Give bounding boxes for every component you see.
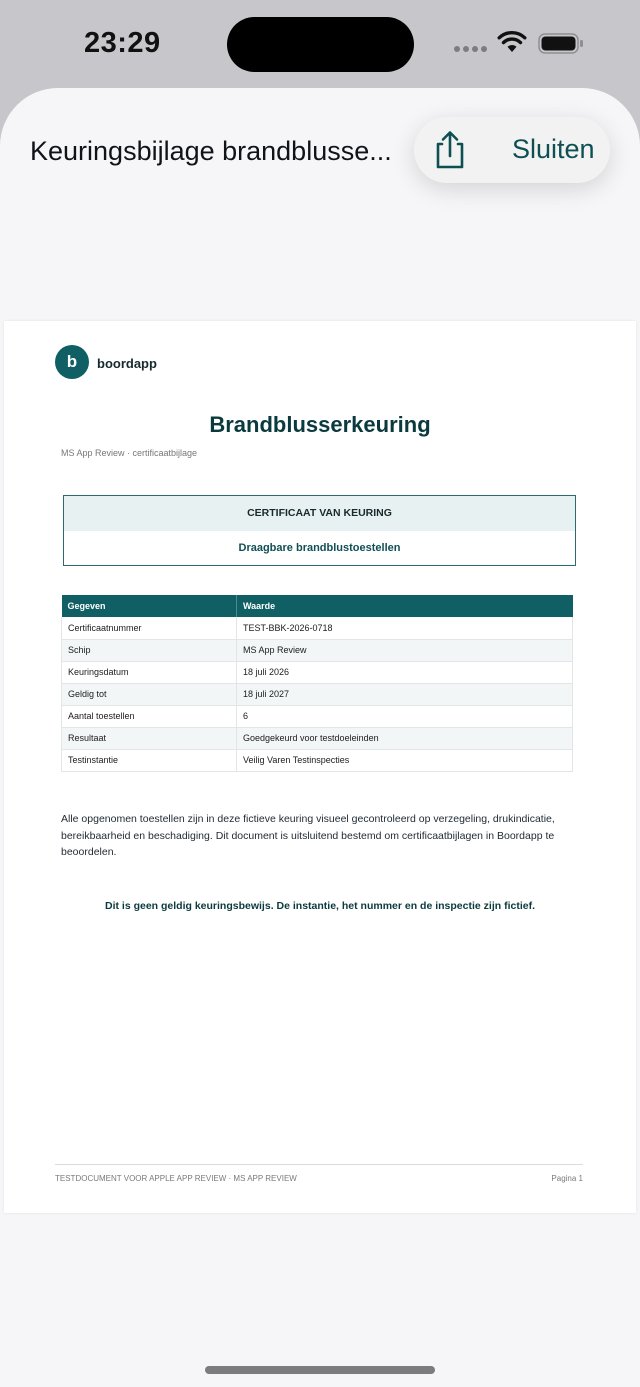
table-row bbox=[62, 661, 573, 683]
column-header: Gegeven bbox=[62, 595, 237, 617]
table-header-row bbox=[62, 595, 573, 617]
disclaimer-note: Dit is geen geldig keuringsbewijs. De instantie, het nummer en de inspectie zijn fictief. bbox=[104, 900, 535, 912]
close-button[interactable]: Sluiten bbox=[512, 134, 595, 164]
footer-divider bbox=[55, 1164, 583, 1165]
table-row bbox=[62, 683, 573, 705]
table-cell: Keuringsdatum bbox=[62, 661, 237, 683]
page-number: Pagina 1 bbox=[551, 1174, 583, 1183]
table-cell: MS App Review bbox=[237, 639, 573, 661]
table-cell: 18 juli 2027 bbox=[237, 683, 573, 705]
home-indicator[interactable] bbox=[205, 1366, 435, 1374]
share-icon[interactable] bbox=[430, 129, 470, 171]
table-cell: Aantal toestellen bbox=[62, 705, 237, 727]
table-cell: Resultaat bbox=[62, 727, 237, 749]
logo-text: boordapp bbox=[97, 356, 157, 371]
certificate-subheading: Draagbare brandblustoestellen bbox=[64, 531, 575, 565]
certificate-box bbox=[63, 495, 576, 566]
status-bar bbox=[0, 0, 640, 90]
table-cell: TEST-BBK-2026-0718 bbox=[237, 617, 573, 639]
battery-icon bbox=[538, 33, 584, 54]
certificate-table bbox=[61, 595, 573, 772]
sheet-title: Keuringsbijlage brandblusse... bbox=[30, 136, 392, 166]
document-subtitle: MS App Review · certificaatbijlage bbox=[61, 448, 198, 458]
document-page bbox=[4, 321, 636, 1213]
table-row bbox=[62, 617, 573, 639]
table-row bbox=[62, 639, 573, 661]
table-cell: Geldig tot bbox=[62, 683, 237, 705]
cellular-signal-icon bbox=[454, 46, 488, 54]
certificate-heading: CERTIFICAAT VAN KEURING bbox=[64, 496, 575, 531]
table-cell: 6 bbox=[237, 705, 573, 727]
table-row bbox=[62, 705, 573, 727]
table-row bbox=[62, 749, 573, 771]
boordapp-logo: b bbox=[55, 345, 89, 379]
document-body-text: Alle opgenomen toestellen zijn in deze fictieve keuring visueel gecontroleerd op verzegeling, drukindicatie, bereikbaarheid en beschadiging. Dit document is uitsluitend bestemd om certificaatbijlagen in Boordapp te beoordelen. bbox=[61, 813, 555, 858]
footer-text: TESTDOCUMENT VOOR APPLE APP REVIEW · MS APP REVIEW bbox=[55, 1174, 297, 1183]
table-cell: Testinstantie bbox=[62, 749, 237, 771]
status-time: 23:29 bbox=[84, 27, 161, 59]
table-cell: Veilig Varen Testinspecties bbox=[237, 749, 573, 771]
table-cell: Certificaatnummer bbox=[62, 617, 237, 639]
document-preview-sheet bbox=[0, 88, 640, 1387]
wifi-icon bbox=[497, 30, 527, 54]
table-row bbox=[62, 727, 573, 749]
table-cell: Goedgekeurd voor testdoeleinden bbox=[237, 727, 573, 749]
sheet-actions bbox=[414, 117, 610, 183]
table-cell: 18 juli 2026 bbox=[237, 661, 573, 683]
table-cell: Schip bbox=[62, 639, 237, 661]
dynamic-island bbox=[227, 17, 414, 72]
column-header: Waarde bbox=[237, 595, 573, 617]
document-title: Brandblusserkeuring bbox=[209, 412, 431, 437]
